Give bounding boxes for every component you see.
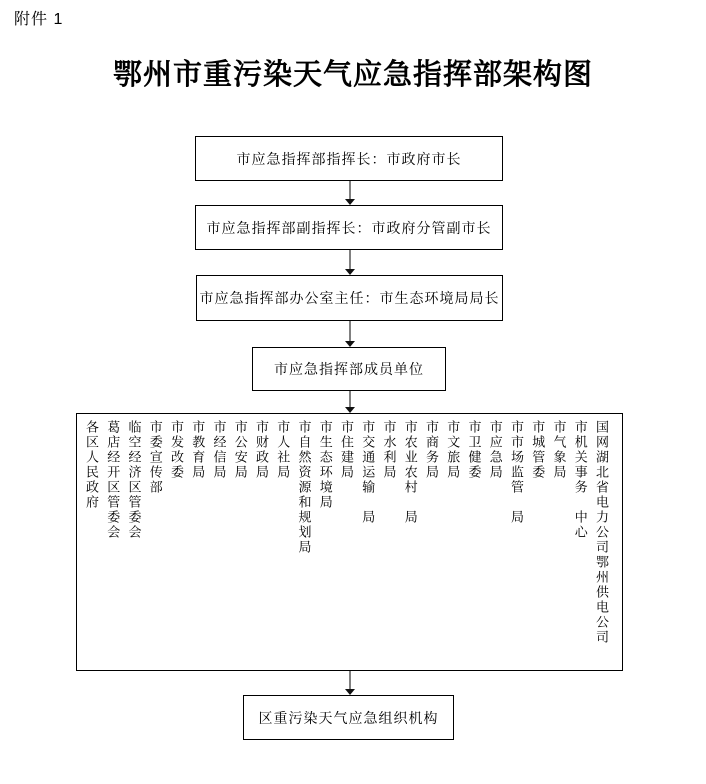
node-deputy-commander-label: 市应急指挥部副指挥长：市政府分管副市长 xyxy=(206,219,492,236)
node-district-org-label: 区重污染天气应急组织机构 xyxy=(258,709,439,726)
member-unit: 市人社局 xyxy=(275,420,291,480)
member-unit: 市机关事务 中心 xyxy=(572,420,588,540)
member-unit: 市文旅局 xyxy=(445,420,461,480)
node-district-org xyxy=(243,695,454,740)
member-unit: 市财政局 xyxy=(254,420,269,480)
member-unit: 市生态环境局 xyxy=(317,420,333,510)
node-commander-label: 市应急指挥部指挥长：市政府市长 xyxy=(236,150,462,167)
page-title: 鄂州市重污染天气应急指挥部架构图 xyxy=(112,59,593,91)
flow-arrow-4 xyxy=(344,391,355,413)
member-unit: 市住建局 xyxy=(339,420,354,480)
node-commander xyxy=(195,136,503,181)
member-unit: 市市场监管 局 xyxy=(509,420,524,525)
member-unit: 市交通运输 局 xyxy=(360,420,376,525)
flow-arrow-5 xyxy=(344,671,355,695)
arrow-stem xyxy=(349,671,351,689)
member-unit: 市卫健委 xyxy=(466,420,482,480)
member-units-box xyxy=(76,413,623,671)
node-deputy-commander xyxy=(195,205,503,250)
member-unit: 市应急局 xyxy=(487,420,503,480)
arrow-stem xyxy=(349,391,351,407)
node-office-director xyxy=(196,275,503,321)
member-units-list xyxy=(77,414,622,670)
arrow-stem xyxy=(349,181,351,199)
node-member-units-header-label: 市应急指挥部成员单位 xyxy=(274,361,424,377)
flow-arrow-2 xyxy=(344,250,355,275)
flow-arrow-3 xyxy=(344,321,355,347)
member-unit: 临空经济区管委会 xyxy=(126,420,142,540)
member-unit: 市水利局 xyxy=(381,420,397,480)
member-unit: 市自然资源和规划局 xyxy=(296,420,312,555)
member-unit: 市公安局 xyxy=(232,420,248,480)
member-unit: 市农业农村 局 xyxy=(402,420,418,525)
member-unit: 市气象局 xyxy=(551,420,567,480)
member-unit: 市经信局 xyxy=(211,420,227,480)
member-unit: 市城管委 xyxy=(530,420,546,480)
member-unit: 市商务局 xyxy=(424,420,439,480)
node-member-units-header xyxy=(252,347,446,391)
member-unit: 市发改委 xyxy=(169,420,184,480)
arrow-stem xyxy=(349,250,351,269)
flow-arrow-1 xyxy=(344,181,355,205)
arrow-stem xyxy=(349,321,351,341)
member-unit: 葛店经开区管委会 xyxy=(105,420,121,540)
member-unit: 市委宣传部 xyxy=(147,420,163,495)
attachment-label: 附件 1 xyxy=(14,11,64,28)
member-unit: 国网湖北省电力公司鄂州供电公司 xyxy=(594,420,609,645)
member-unit: 各区人民政府 xyxy=(84,420,99,510)
node-office-director-label: 市应急指挥部办公室主任：市生态环境局局长 xyxy=(199,290,500,306)
member-unit: 市教育局 xyxy=(190,420,206,480)
